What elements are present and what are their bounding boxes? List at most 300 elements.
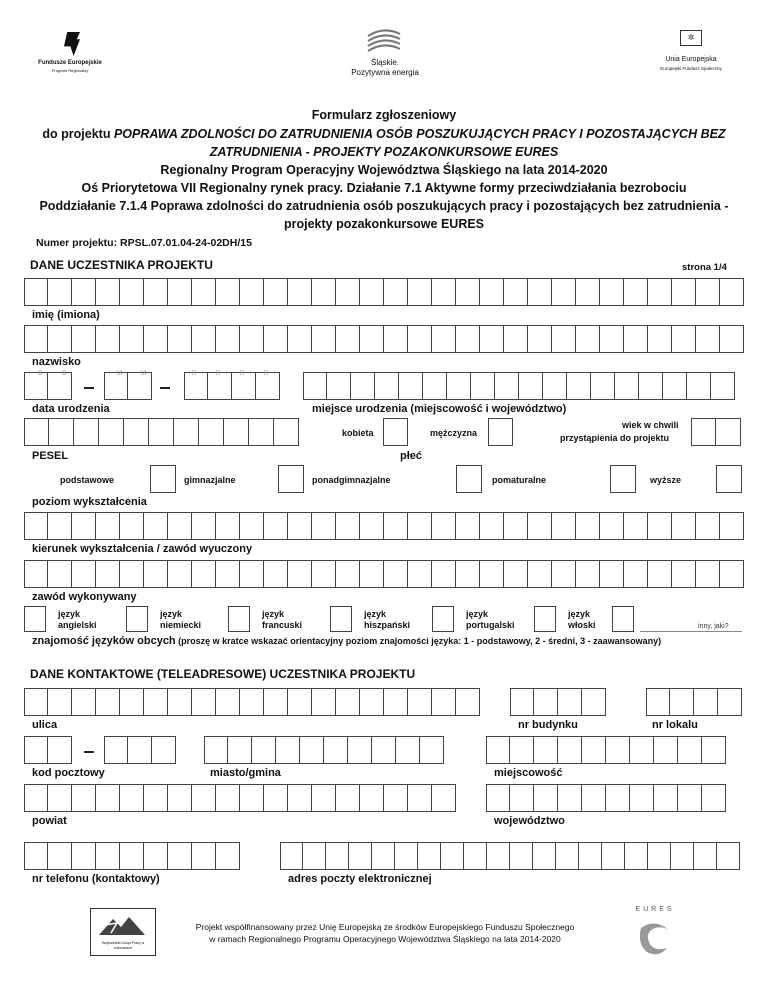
input-cell[interactable] [96,560,120,588]
input-cell[interactable] [72,278,96,306]
locality-cells[interactable] [486,736,726,764]
input-cell[interactable] [624,560,648,588]
input-cell[interactable] [720,512,744,540]
input-cell[interactable] [168,688,192,716]
input-cell[interactable] [168,278,192,306]
input-cell[interactable] [510,784,534,812]
input-cell[interactable] [552,560,576,588]
input-cell[interactable] [672,278,696,306]
input-cell[interactable] [384,688,408,716]
input-cell[interactable] [96,512,120,540]
input-cell[interactable] [24,560,48,588]
input-cell[interactable] [528,560,552,588]
input-cell[interactable] [192,325,216,353]
input-cell[interactable] [48,372,72,400]
input-cell[interactable] [48,784,72,812]
input-cell[interactable] [408,325,432,353]
street-cells[interactable] [24,688,480,716]
input-cell[interactable] [168,842,192,870]
building-no-cells[interactable] [510,688,606,716]
input-cell[interactable] [716,418,741,446]
input-cell[interactable] [264,560,288,588]
lang-other-input-line[interactable] [640,631,742,632]
input-cell[interactable] [96,278,120,306]
fe-logo-line2: Program Regionalny [51,68,89,73]
input-cell[interactable] [96,784,120,812]
input-cell[interactable] [168,560,192,588]
input-cell[interactable] [672,560,696,588]
input-cell[interactable] [192,784,216,812]
input-cell[interactable] [480,278,504,306]
input-cell[interactable] [240,784,264,812]
input-cell[interactable] [300,736,324,764]
input-cell[interactable] [149,418,174,446]
input-cell[interactable] [372,736,396,764]
input-cell[interactable] [423,372,447,400]
age-cells[interactable] [691,418,741,446]
input-cell[interactable] [556,842,579,870]
input-cell[interactable] [384,325,408,353]
input-cell[interactable] [264,688,288,716]
input-cell[interactable] [558,736,582,764]
input-cell[interactable] [312,512,336,540]
input-cell[interactable] [615,372,639,400]
input-cell[interactable] [717,842,740,870]
input-cell[interactable] [303,372,327,400]
input-cell[interactable] [216,842,240,870]
lang-portuguese-checkbox[interactable] [432,606,454,632]
input-cell[interactable] [312,560,336,588]
input-cell[interactable] [144,325,168,353]
input-cell[interactable] [192,842,216,870]
input-cell[interactable] [591,372,615,400]
input-cell[interactable] [576,560,600,588]
input-cell[interactable] [24,278,48,306]
input-cell[interactable] [395,842,418,870]
input-cell[interactable] [120,325,144,353]
input-cell[interactable] [418,842,441,870]
last-name-cells[interactable] [24,325,744,353]
input-cell[interactable] [216,560,240,588]
input-cell[interactable] [534,736,558,764]
occupation-cells[interactable] [24,560,744,588]
input-cell[interactable] [49,418,74,446]
voivodeship-cells[interactable] [486,784,726,812]
input-cell[interactable] [480,560,504,588]
input-cell[interactable] [456,560,480,588]
input-cell[interactable] [432,688,456,716]
input-cell[interactable] [672,512,696,540]
pesel-cells[interactable] [24,418,299,446]
eures-logo [630,906,680,962]
input-cell[interactable] [582,736,606,764]
input-cell[interactable] [510,688,534,716]
edu-primary-checkbox[interactable] [150,465,176,493]
input-cell[interactable] [432,512,456,540]
input-cell[interactable] [312,688,336,716]
input-cell[interactable] [630,784,654,812]
input-cell[interactable] [104,736,128,764]
input-cell[interactable] [288,325,312,353]
input-cell[interactable] [567,372,591,400]
input-cell[interactable] [408,784,432,812]
input-cell[interactable] [456,512,480,540]
input-cell[interactable] [670,688,694,716]
input-cell[interactable] [72,784,96,812]
input-cell[interactable] [624,325,648,353]
input-cell[interactable] [624,278,648,306]
input-cell[interactable] [694,688,718,716]
input-cell[interactable] [720,560,744,588]
input-cell[interactable] [646,688,670,716]
postal-code-cells-1[interactable] [24,736,72,764]
input-cell[interactable] [582,688,606,716]
input-cell[interactable] [654,736,678,764]
input-cell[interactable] [606,736,630,764]
input-cell[interactable] [276,736,300,764]
input-cell[interactable] [240,325,264,353]
input-cell[interactable] [552,278,576,306]
input-cell[interactable] [533,842,556,870]
input-cell[interactable] [432,278,456,306]
input-cell[interactable] [396,736,420,764]
input-cell[interactable] [696,560,720,588]
input-cell[interactable] [168,784,192,812]
input-cell[interactable] [228,736,252,764]
input-cell[interactable] [192,560,216,588]
input-cell[interactable] [264,278,288,306]
input-cell[interactable] [510,842,533,870]
input-cell[interactable] [99,418,124,446]
input-cell[interactable] [24,784,48,812]
input-cell[interactable] [504,512,528,540]
input-cell[interactable] [120,842,144,870]
input-cell[interactable] [384,784,408,812]
male-checkbox[interactable] [488,418,513,446]
input-cell[interactable] [528,512,552,540]
input-cell[interactable] [441,842,464,870]
input-cell[interactable] [687,372,711,400]
input-cell[interactable] [432,784,456,812]
input-cell[interactable] [432,560,456,588]
input-cell[interactable] [648,842,671,870]
input-cell[interactable] [327,372,351,400]
input-cell[interactable] [576,278,600,306]
input-cell[interactable] [718,688,742,716]
input-cell[interactable] [600,278,624,306]
input-cell[interactable] [128,372,152,400]
input-cell[interactable] [360,784,384,812]
input-cell[interactable] [486,736,510,764]
lang-german-checkbox[interactable] [126,606,148,632]
input-cell[interactable] [694,842,717,870]
input-cell[interactable] [528,278,552,306]
input-cell[interactable] [24,512,48,540]
edu-lower-secondary-checkbox[interactable] [278,465,304,493]
input-cell[interactable] [654,784,678,812]
input-cell[interactable] [72,842,96,870]
input-cell[interactable] [288,560,312,588]
input-cell[interactable] [216,688,240,716]
input-cell[interactable] [447,372,471,400]
input-cell[interactable] [72,512,96,540]
input-cell[interactable] [408,688,432,716]
input-cell[interactable] [606,784,630,812]
input-cell[interactable] [480,512,504,540]
input-cell[interactable] [312,278,336,306]
input-cell[interactable] [72,688,96,716]
input-cell[interactable] [216,278,240,306]
phone-cells[interactable] [24,842,240,870]
input-cell[interactable] [360,512,384,540]
input-cell[interactable] [582,784,606,812]
input-cell[interactable] [128,736,152,764]
input-cell[interactable] [74,418,99,446]
input-cell[interactable] [558,688,582,716]
input-cell[interactable] [199,418,224,446]
input-cell[interactable] [336,325,360,353]
input-cell[interactable] [678,784,702,812]
input-cell[interactable] [696,512,720,540]
input-cell[interactable] [336,512,360,540]
email-cells[interactable] [280,842,740,870]
input-cell[interactable] [120,688,144,716]
input-cell[interactable] [486,784,510,812]
input-cell[interactable] [720,278,744,306]
input-cell[interactable] [696,325,720,353]
input-cell[interactable] [360,325,384,353]
input-cell[interactable] [600,560,624,588]
input-cell[interactable] [48,278,72,306]
apartment-no-cells[interactable] [646,688,742,716]
input-cell[interactable] [48,325,72,353]
postal-code-cells-2[interactable] [104,736,176,764]
input-cell[interactable] [576,325,600,353]
input-cell[interactable] [48,688,72,716]
input-cell[interactable] [630,736,654,764]
input-cell[interactable] [274,418,299,446]
input-cell[interactable] [168,512,192,540]
city-cells[interactable] [204,736,444,764]
input-cell[interactable] [349,842,372,870]
input-cell[interactable] [648,278,672,306]
input-cell[interactable] [288,512,312,540]
input-cell[interactable] [579,842,602,870]
input-cell[interactable] [351,372,375,400]
input-cell[interactable] [360,560,384,588]
input-cell[interactable] [639,372,663,400]
input-cell[interactable] [192,512,216,540]
input-cell[interactable] [104,372,128,400]
input-cell[interactable] [504,560,528,588]
input-cell[interactable] [558,784,582,812]
input-cell[interactable] [336,560,360,588]
input-cell[interactable] [144,278,168,306]
input-cell[interactable] [24,842,48,870]
input-cell[interactable] [691,418,716,446]
input-cell[interactable] [24,688,48,716]
input-cell[interactable] [264,512,288,540]
input-cell[interactable] [336,278,360,306]
input-cell[interactable] [678,736,702,764]
input-cell[interactable] [504,278,528,306]
input-cell[interactable] [456,688,480,716]
input-cell[interactable] [456,325,480,353]
first-name-cells[interactable] [24,278,744,306]
input-cell[interactable] [48,842,72,870]
input-cell[interactable] [120,784,144,812]
input-cell[interactable] [360,688,384,716]
input-cell[interactable] [711,372,735,400]
input-cell[interactable] [625,842,648,870]
input-cell[interactable] [552,512,576,540]
input-cell[interactable] [240,278,264,306]
input-cell[interactable] [543,372,567,400]
education-field-cells[interactable] [24,512,744,540]
input-cell[interactable] [264,325,288,353]
input-cell[interactable] [120,512,144,540]
input-cell[interactable] [510,736,534,764]
input-cell[interactable] [534,688,558,716]
input-cell[interactable] [648,325,672,353]
input-cell[interactable] [336,784,360,812]
input-cell[interactable] [702,784,726,812]
input-cell[interactable] [48,512,72,540]
input-cell[interactable] [174,418,199,446]
input-cell[interactable] [384,278,408,306]
input-cell[interactable] [249,418,274,446]
input-cell[interactable] [480,325,504,353]
input-cell[interactable] [720,325,744,353]
input-cell[interactable] [648,512,672,540]
input-cell[interactable] [702,736,726,764]
input-cell[interactable] [303,842,326,870]
input-cell[interactable] [264,784,288,812]
input-cell[interactable] [464,842,487,870]
input-cell[interactable] [24,372,48,400]
input-cell[interactable] [552,325,576,353]
lang-other-checkbox[interactable] [612,606,634,632]
input-cell[interactable] [216,784,240,812]
input-cell[interactable] [624,512,648,540]
input-cell[interactable] [72,560,96,588]
lang-english-checkbox[interactable] [24,606,46,632]
input-cell[interactable] [120,560,144,588]
input-cell[interactable] [600,325,624,353]
input-cell[interactable] [24,418,49,446]
input-cell[interactable] [408,278,432,306]
input-cell[interactable] [420,736,444,764]
input-cell[interactable] [671,842,694,870]
input-cell[interactable] [280,842,303,870]
pesel-label: PESEL [32,450,69,462]
input-cell[interactable] [224,418,249,446]
input-cell[interactable] [168,325,192,353]
input-cell[interactable] [192,688,216,716]
input-cell[interactable] [495,372,519,400]
input-cell[interactable] [663,372,687,400]
input-cell[interactable] [48,736,72,764]
input-cell[interactable] [534,784,558,812]
input-cell[interactable] [288,688,312,716]
birth-place-cells[interactable] [303,372,735,400]
input-cell[interactable] [384,560,408,588]
input-cell[interactable] [240,512,264,540]
input-cell[interactable] [372,842,395,870]
input-cell[interactable] [152,736,176,764]
input-cell[interactable] [384,512,408,540]
input-cell[interactable] [348,736,372,764]
lang-italian-checkbox[interactable] [534,606,556,632]
input-cell[interactable] [408,560,432,588]
input-cell[interactable] [144,560,168,588]
input-cell[interactable] [528,325,552,353]
input-cell[interactable] [72,325,96,353]
input-cell[interactable] [144,688,168,716]
input-cell[interactable] [144,784,168,812]
input-cell[interactable] [672,325,696,353]
input-cell[interactable] [576,512,600,540]
input-cell[interactable] [312,325,336,353]
input-cell[interactable] [48,560,72,588]
input-cell[interactable] [288,784,312,812]
input-cell[interactable] [312,784,336,812]
input-cell[interactable] [324,736,348,764]
input-cell[interactable] [24,325,48,353]
input-cell[interactable] [519,372,543,400]
input-cell[interactable] [471,372,495,400]
input-cell[interactable] [252,736,276,764]
input-cell[interactable] [360,278,384,306]
input-cell[interactable] [375,372,399,400]
input-cell[interactable] [24,736,48,764]
edu-upper-secondary-checkbox[interactable] [456,465,482,493]
input-cell[interactable] [288,278,312,306]
lang-french-checkbox[interactable] [228,606,250,632]
input-cell[interactable] [96,842,120,870]
input-cell[interactable] [399,372,423,400]
input-cell[interactable] [144,842,168,870]
input-cell[interactable] [216,325,240,353]
input-cell[interactable] [204,736,228,764]
female-checkbox[interactable] [383,418,408,446]
input-cell[interactable] [240,560,264,588]
input-cell[interactable] [96,325,120,353]
input-cell[interactable] [120,278,144,306]
input-cell[interactable] [487,842,510,870]
input-cell[interactable] [124,418,149,446]
input-cell[interactable] [240,688,264,716]
input-cell[interactable] [144,512,168,540]
input-cell[interactable] [96,688,120,716]
input-cell[interactable] [456,278,480,306]
input-cell[interactable] [216,512,240,540]
input-cell[interactable] [432,325,456,353]
edu-higher-checkbox[interactable] [716,465,742,493]
lang-spanish-checkbox[interactable] [330,606,352,632]
input-cell[interactable] [504,325,528,353]
input-cell[interactable] [602,842,625,870]
input-cell[interactable] [600,512,624,540]
input-cell[interactable] [192,278,216,306]
input-cell[interactable] [696,278,720,306]
input-cell[interactable] [648,560,672,588]
edu-post-secondary-checkbox[interactable] [610,465,636,493]
input-cell[interactable] [408,512,432,540]
input-cell[interactable] [326,842,349,870]
county-cells[interactable] [24,784,456,812]
input-cell[interactable] [336,688,360,716]
